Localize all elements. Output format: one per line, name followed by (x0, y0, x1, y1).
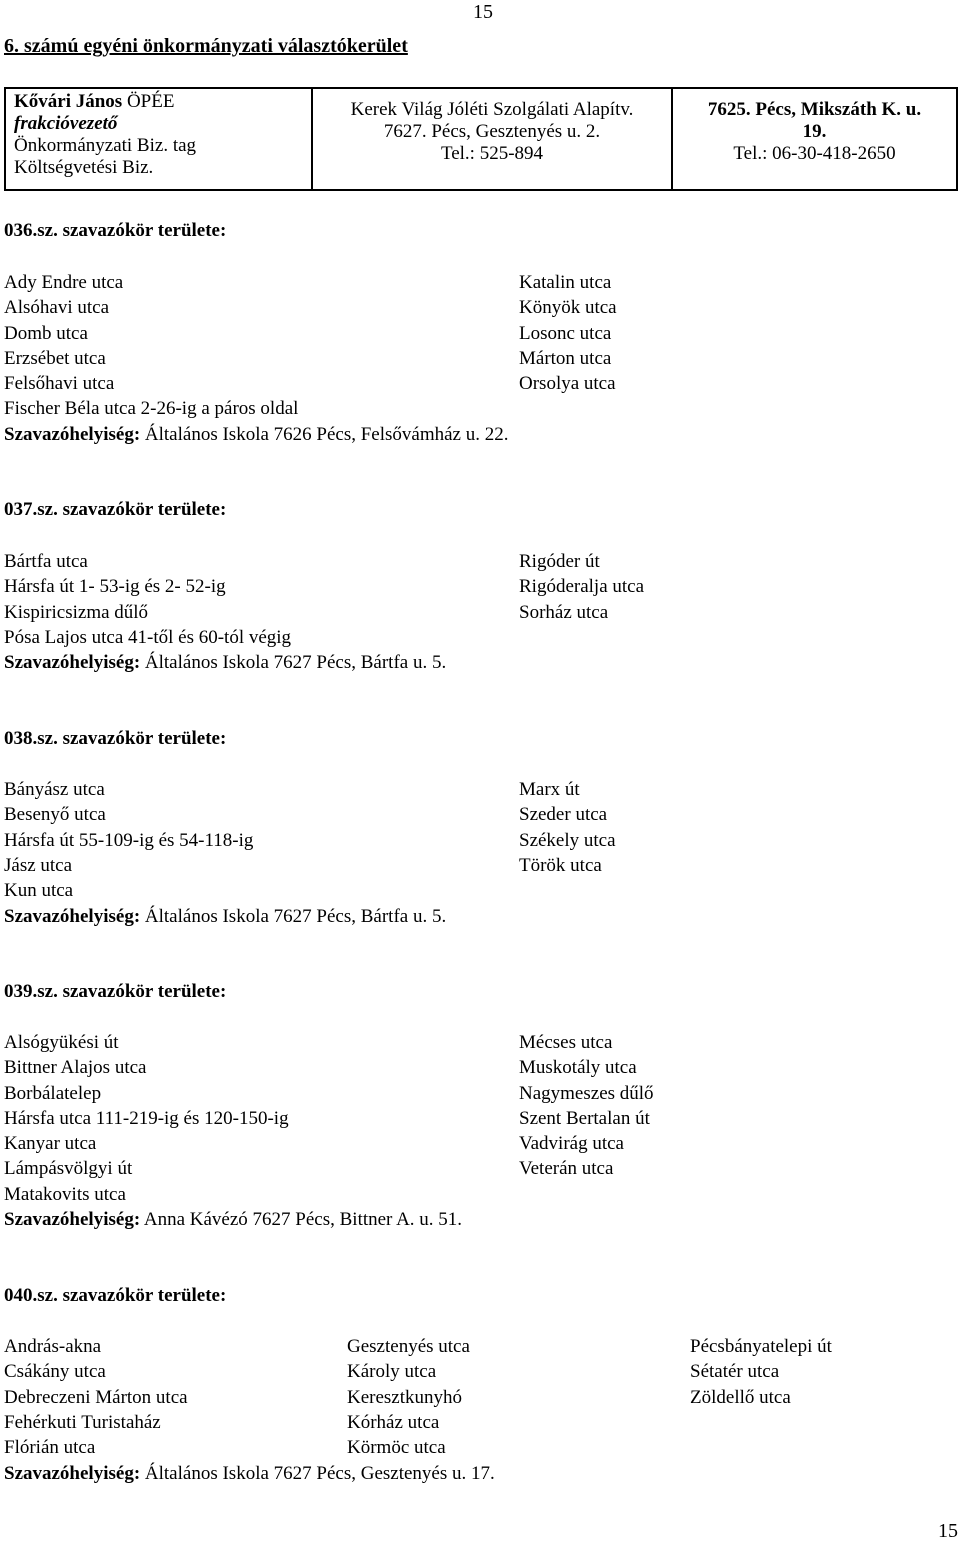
candidate-committee-1: Önkormányzati Biz. tag (14, 135, 197, 156)
street-item: Márton utca (519, 347, 612, 369)
street-item: Rigóder út (519, 551, 600, 572)
street-item: Erzsébet utca (4, 347, 106, 369)
address-cell (672, 88, 957, 190)
street-column-right (519, 777, 616, 878)
street-item: Sétatér utca (690, 1361, 780, 1383)
street-item: Flórián utca (4, 1437, 96, 1459)
street-item: Bittner Alajos utca (4, 1057, 147, 1079)
street-column-left (4, 777, 253, 903)
precinct-heading: 037.sz. szavazókör területe: (4, 499, 227, 520)
polling-station (4, 904, 446, 929)
candidate-info-cell (5, 88, 312, 190)
polling-station-label: Szavazóhelyiség: (4, 1209, 141, 1231)
street-item: Marx út (519, 779, 580, 800)
candidate-name: Kővári János (14, 91, 123, 112)
office-line-3: Tel.: 525-894 (440, 143, 544, 164)
street-item: Domb utca (4, 322, 88, 344)
street-item: Felsőhavi utca (4, 373, 115, 395)
precinct-heading: 038.sz. szavazókör területe: (4, 728, 227, 749)
street-item: Bányász utca (4, 779, 105, 800)
street-item: Szent Bertalan út (519, 1107, 650, 1129)
street-column-right (519, 270, 617, 396)
polling-station-label: Szavazóhelyiség: (4, 652, 141, 674)
street-item: Szeder utca (519, 804, 608, 826)
street-item: Könyök utca (519, 297, 617, 319)
polling-station-label: Szavazóhelyiség: (4, 905, 141, 927)
street-item: Kórház utca (347, 1411, 440, 1433)
street-item: Keresztkunyhó (347, 1386, 463, 1408)
street-item: Mécses utca (519, 1032, 613, 1053)
candidate-committee-2: Költségvetési Biz. (14, 157, 154, 178)
street-item: Török utca (519, 854, 602, 876)
street-item: Fehérkuti Turistaház (4, 1411, 161, 1433)
street-item: Csákány utca (4, 1361, 106, 1383)
polling-station (4, 1461, 495, 1486)
street-item: Vadvirág utca (519, 1133, 624, 1155)
street-item: Kanyar utca (4, 1133, 97, 1155)
street-item: Sorház utca (519, 601, 609, 623)
polling-station-address: Általános Iskola 7626 Pécs, Felsővámház u. 22. (144, 423, 509, 445)
street-item: Lámpásvölgyi út (4, 1158, 133, 1180)
address-line-1: 7625. Pécs, Mikszáth K. u. (707, 99, 922, 120)
polling-station (4, 422, 509, 447)
street-item: Hársfa út 1- 53-ig és 2- 52-ig (4, 576, 226, 598)
address-line-2: 19. (802, 121, 827, 142)
street-column-right (690, 1334, 832, 1410)
office-line-1: Kerek Világ Jóléti Szolgálati Alapítv. (350, 99, 634, 120)
street-item: Gesztenyés utca (347, 1336, 470, 1357)
street-item: Jász utca (4, 854, 73, 876)
street-column-left (4, 549, 291, 650)
page-number-top: 15 (473, 1, 493, 23)
street-item: Székely utca (519, 829, 616, 851)
street-item: Muskotály utca (519, 1057, 637, 1079)
street-item: Fischer Béla utca 2-26-ig a páros oldal (4, 398, 299, 420)
street-item: Károly utca (347, 1361, 437, 1383)
polling-station (4, 650, 446, 675)
street-column-left (4, 1030, 289, 1207)
polling-station (4, 1207, 462, 1232)
street-item: Ady Endre utca (4, 272, 124, 293)
street-item: Kun utca (4, 880, 74, 902)
polling-station-label: Szavazóhelyiség: (4, 1462, 141, 1484)
street-item: Katalin utca (519, 272, 612, 293)
page-number-bottom: 15 (938, 1520, 958, 1542)
district-title: 6. számú egyéni önkormányzati választókerület (4, 35, 408, 57)
office-cell (312, 88, 672, 190)
street-item: Nagymeszes dűlő (519, 1082, 654, 1104)
street-column-right (519, 549, 644, 625)
precinct-heading: 039.sz. szavazókör területe: (4, 981, 227, 1002)
street-item: András-akna (4, 1336, 102, 1357)
street-item: Kispiricsizma dűlő (4, 601, 149, 623)
street-item: Körmöc utca (347, 1437, 446, 1459)
street-item: Zöldellő utca (690, 1386, 791, 1408)
street-item: Losonc utca (519, 322, 612, 344)
street-item: Veterán utca (519, 1158, 614, 1180)
street-item: Alsógyükési út (4, 1032, 119, 1053)
candidate-party: ÖPÉE (126, 91, 175, 112)
polling-station-address: Általános Iskola 7627 Pécs, Bártfa u. 5. (144, 905, 447, 927)
street-item: Bártfa utca (4, 551, 88, 572)
street-column-left (4, 1334, 188, 1460)
polling-station-address: Anna Kávézó 7627 Pécs, Bittner A. u. 51. (143, 1209, 463, 1231)
street-column-middle (347, 1334, 470, 1460)
street-item: Debreczeni Márton utca (4, 1386, 188, 1408)
street-item: Pósa Lajos utca 41-től és 60-tól végig (4, 626, 292, 648)
polling-station-label: Szavazóhelyiség: (4, 423, 141, 445)
precinct-heading: 040.sz. szavazókör területe: (4, 1285, 227, 1306)
street-column-left (4, 270, 298, 422)
street-item: Orsolya utca (519, 373, 616, 395)
street-column-right (519, 1030, 654, 1182)
office-line-2: 7627. Pécs, Gesztenyés u. 2. (383, 121, 601, 142)
candidate-table (4, 87, 958, 191)
candidate-role: frakcióvezető (14, 113, 118, 134)
polling-station-address: Általános Iskola 7627 Pécs, Gesztenyés u. 17. (144, 1462, 495, 1484)
polling-station-address: Általános Iskola 7627 Pécs, Bártfa u. 5. (144, 652, 447, 674)
street-item: Pécsbányatelepi út (690, 1336, 832, 1357)
street-item: Hársfa út 55-109-ig és 54-118-ig (4, 829, 254, 851)
address-line-3: Tel.: 06-30-418-2650 (733, 143, 896, 164)
precinct-heading: 036.sz. szavazókör területe: (4, 220, 227, 241)
street-item: Alsóhavi utca (4, 297, 110, 319)
street-item: Borbálatelep (4, 1082, 102, 1104)
street-item: Rigóderalja utca (519, 576, 645, 598)
street-item: Besenyő utca (4, 804, 106, 826)
street-item: Matakovits utca (4, 1183, 126, 1205)
street-item: Hársfa utca 111-219-ig és 120-150-ig (4, 1107, 289, 1129)
